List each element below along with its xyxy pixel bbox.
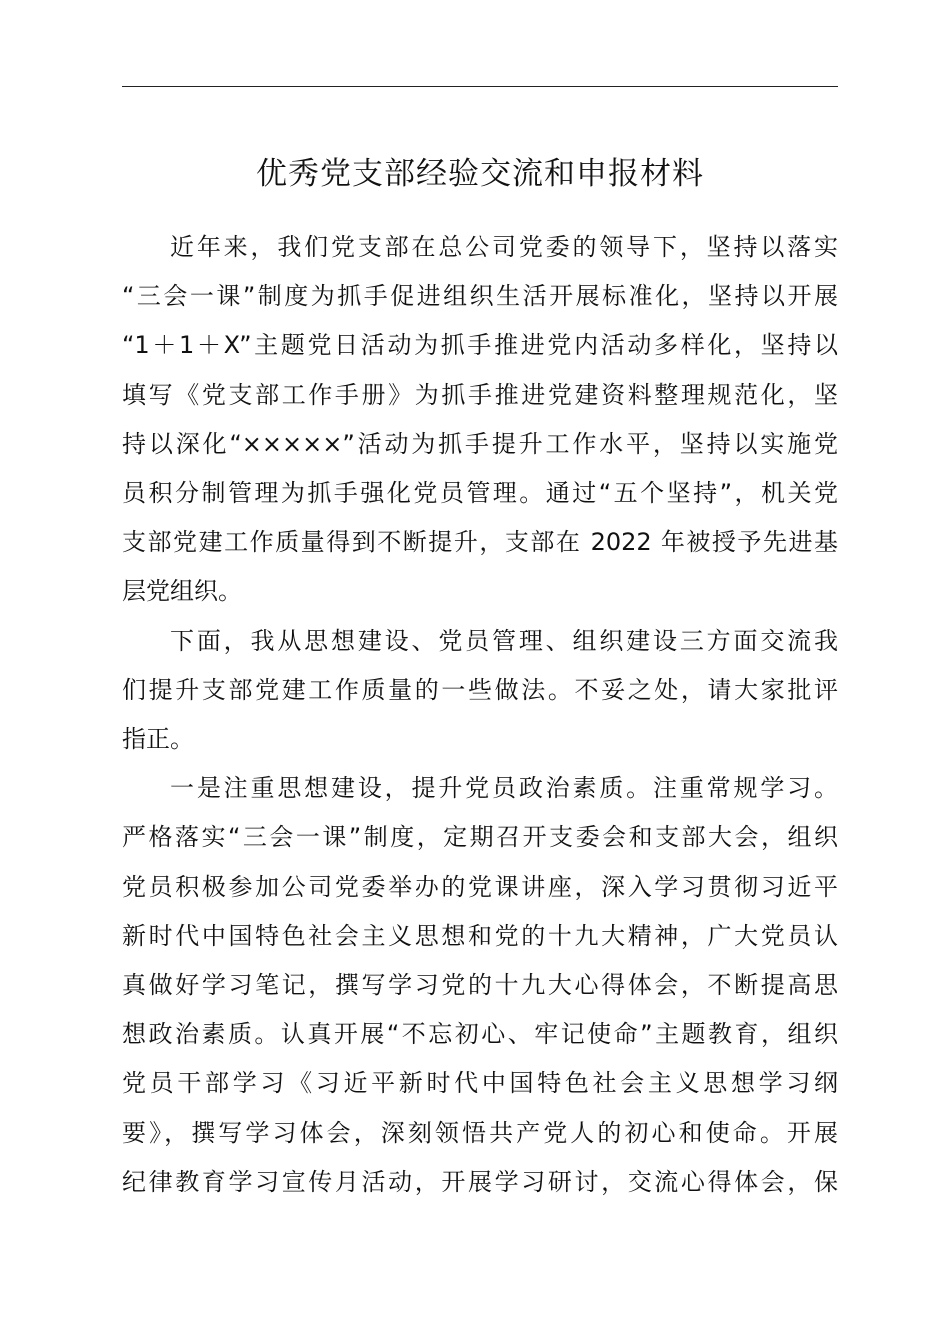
header-rule [122, 86, 838, 87]
document-title: 优秀党支部经验交流和申报材料 [256, 156, 704, 192]
text-line: 真做好学习笔记，撰写学习党的十九大心得体会，不断提高思 [122, 971, 838, 1000]
text-line: 下面，我从思想建设、党员管理、组织建设三方面交流我 [170, 626, 838, 655]
text-line: 填写《党支部工作手册》为抓手推进党建资料整理规范化，坚 [122, 380, 838, 409]
text-line: 们提升支部党建工作质量的一些做法。不妥之处，请大家批评 [122, 675, 838, 704]
paragraph-overview [122, 617, 838, 765]
text-line: 支部党建工作质量得到不断提升，支部在 2022 年被授予先进基 [122, 528, 838, 557]
text-line: 新时代中国特色社会主义思想和党的十九大精神，广大党员认 [122, 921, 838, 950]
text-line: 层党组织。 [122, 577, 242, 606]
paragraph-ideological-building [122, 764, 838, 1207]
text-line: “三会一课”制度为抓手促进组织生活开展标准化，坚持以开展 [122, 282, 838, 311]
text-line: “1＋1＋X”主题党日活动为抓手推进党内活动多样化，坚持以 [122, 331, 838, 360]
paragraph-intro [122, 223, 838, 617]
text-line: 要》，撰写学习体会，深刻领悟共产党人的初心和使命。开展 [122, 1118, 838, 1147]
text-line: 一是注重思想建设，提升党员政治素质。注重常规学习。 [170, 774, 838, 803]
text-line: 持以深化“×××××”活动为抓手提升工作水平，坚持以实施党 [122, 429, 838, 458]
text-line: 想政治素质。认真开展“不忘初心、牢记使命”主题教育，组织 [122, 1020, 838, 1049]
text-line: 近年来，我们党支部在总公司党委的领导下，坚持以落实 [170, 233, 838, 261]
text-line: 党员积极参加公司党委举办的党课讲座，深入学习贯彻习近平 [122, 872, 838, 901]
text-line: 严格落实“三会一课”制度，定期召开支委会和支部大会，组织 [122, 823, 838, 852]
text-line: 指正。 [122, 725, 194, 754]
text-line: 党员干部学习《习近平新时代中国特色社会主义思想学习纲 [122, 1069, 838, 1098]
text-line: 员积分制管理为抓手强化党员管理。通过“五个坚持”，机关党 [122, 479, 838, 508]
text-line: 纪律教育学习宣传月活动，开展学习研讨，交流心得体会，保 [122, 1167, 838, 1196]
document-body [122, 223, 838, 1207]
